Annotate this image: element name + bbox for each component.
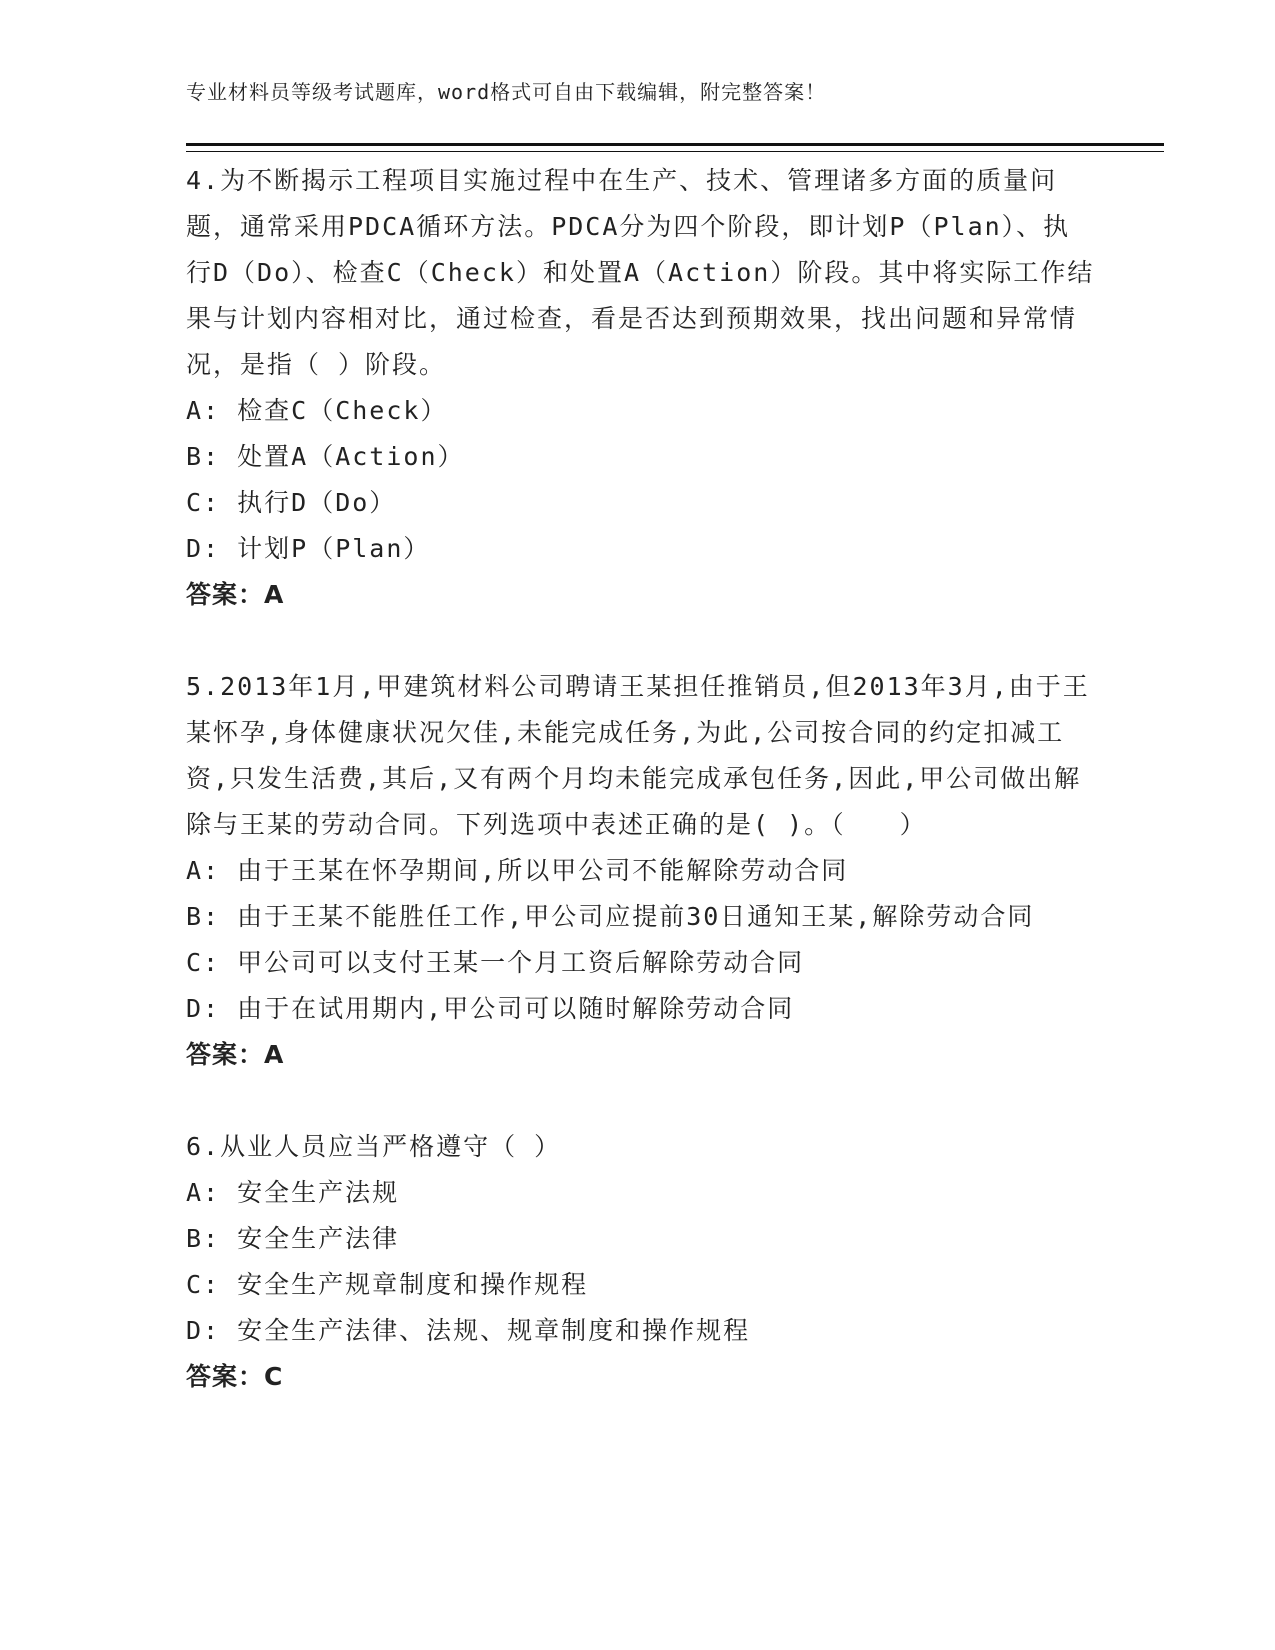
question-stem: 4.为不断揭示工程项目实施过程中在生产、技术、管理诸多方面的质量问题，通常采用PDCA循环方法。PDCA分为四个阶段，即计划P（Plan）、执行D（Do）、检查C（Check）和处置A（Action）阶段。其中将实际工作结果与计划内容相对比，通过检查，看是否达到预期效果，找出问题和异常情况，是指（ ）阶段。: [186, 166, 1095, 379]
question-stem: 6.从业人员应当严格遵守（ ）: [186, 1132, 562, 1161]
option-a: A: 由于王某在怀孕期间,所以甲公司不能解除劳动合同: [186, 856, 849, 885]
question-4: [186, 158, 1096, 618]
question-5: [186, 664, 1096, 1078]
option-d: D: 安全生产法律、法规、规章制度和操作规程: [186, 1316, 751, 1345]
header-rule-thick: [186, 143, 1164, 146]
header-rule-thin: [186, 151, 1164, 152]
answer: 答案：A: [186, 1040, 285, 1069]
option-c: C: 安全生产规章制度和操作规程: [186, 1270, 589, 1299]
option-c: C: 甲公司可以支付王某一个月工资后解除劳动合同: [186, 948, 805, 977]
option-c: C: 执行D（Do）: [186, 488, 397, 517]
option-d: D: 由于在试用期内,甲公司可以随时解除劳动合同: [186, 994, 795, 1023]
option-a: A: 安全生产法规: [186, 1178, 400, 1207]
page-header: 专业材料员等级考试题库，word格式可自由下载编辑，附完整答案！: [186, 80, 827, 104]
question-6: [186, 1124, 1096, 1400]
question-stem: 5.2013年1月,甲建筑材料公司聘请王某担任推销员,但2013年3月,由于王某怀孕,身体健康状况欠佳,未能完成任务,为此,公司按合同的约定扣减工资,只发生活费,其后,又有两个月均未能完成承包任务,因此,甲公司做出解除与王某的劳动合同。下列选项中表述正确的是( )。（ ）: [186, 672, 1090, 839]
question-list: [186, 158, 1096, 1446]
option-d: D: 计划P（Plan）: [186, 534, 431, 563]
option-b: B: 由于王某不能胜任工作,甲公司应提前30日通知王某,解除劳动合同: [186, 902, 1035, 931]
answer: 答案：C: [186, 1362, 284, 1391]
answer: 答案：A: [186, 580, 285, 609]
option-a: A: 检查C（Check）: [186, 396, 448, 425]
option-b: B: 安全生产法律: [186, 1224, 400, 1253]
option-b: B: 处置A（Action）: [186, 442, 465, 471]
